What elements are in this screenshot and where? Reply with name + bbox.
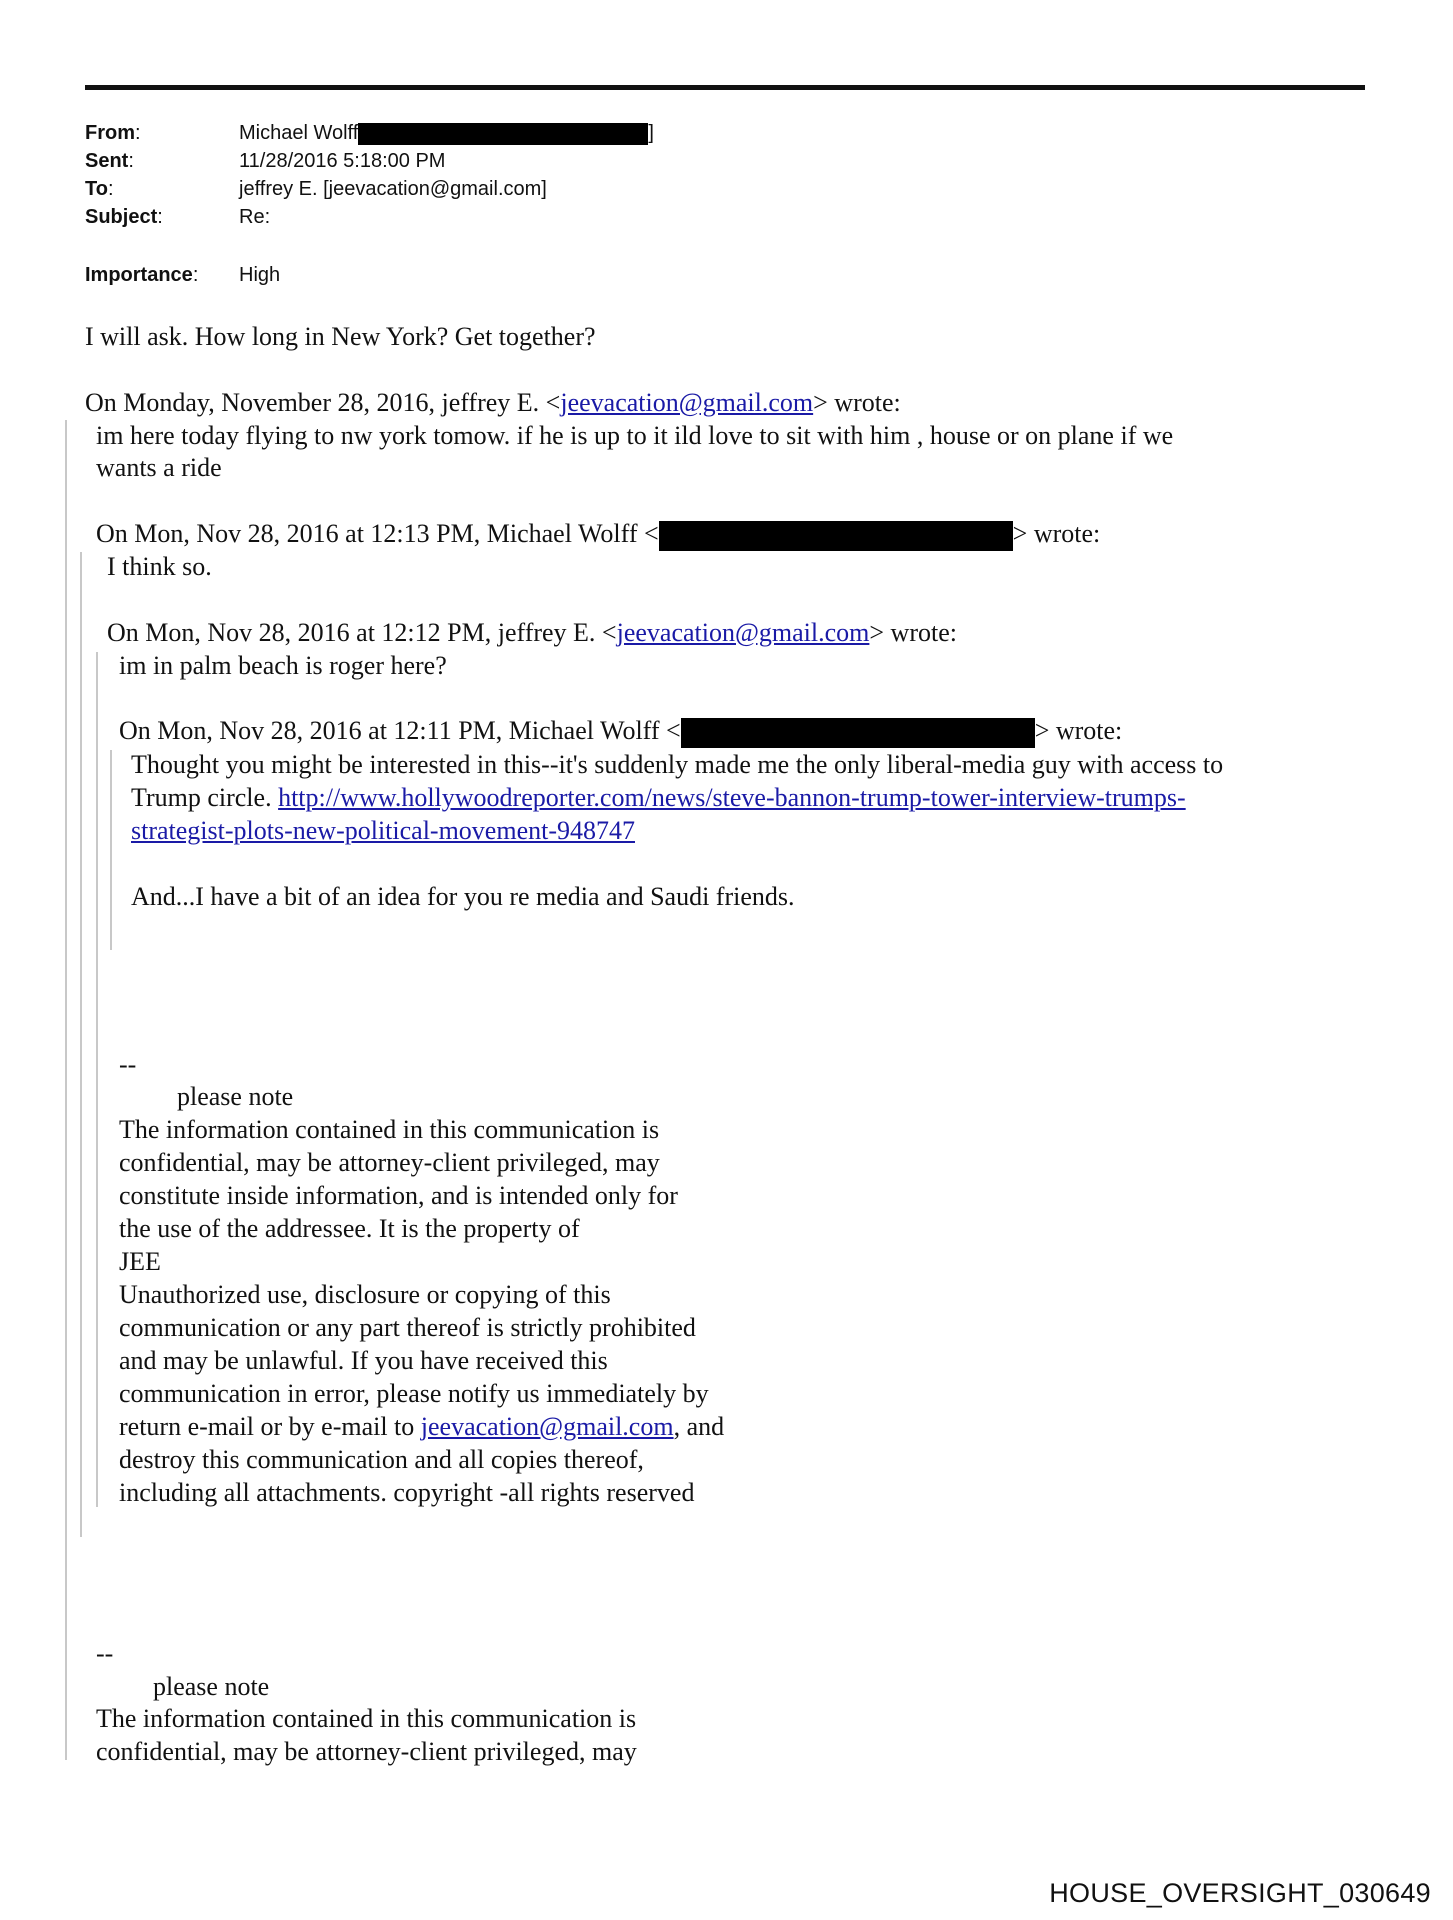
subject-value: Re: <box>239 206 271 228</box>
quote-bar-level2 <box>80 552 82 1537</box>
quote2-attribution: On Mon, Nov 28, 2016 at 12:13 PM, Michael Wolff < > wrote: <box>96 519 1100 551</box>
signature-separator: -- <box>119 1050 137 1079</box>
redaction-block <box>681 718 1035 748</box>
article-link[interactable]: strategist-plots-new-political-movement-948747 <box>131 816 635 845</box>
quote4-line: And...I have a bit of an idea for you re media and Saudi friends. <box>131 882 795 911</box>
to-label: To <box>85 178 108 200</box>
quote4-attribution: On Mon, Nov 28, 2016 at 12:11 PM, Michael Wolff < > wrote: <box>119 716 1122 748</box>
signature-separator: -- <box>96 1639 114 1668</box>
signature-note: please note <box>177 1082 294 1111</box>
reply-text: I will ask. How long in New York? Get together? <box>85 322 596 351</box>
subject-label: Subject <box>85 206 158 228</box>
quote4-line: Thought you might be interested in this--it's suddenly made me the only liberal-media guy with access to <box>131 750 1224 779</box>
importance-value: High <box>239 264 281 286</box>
email-link[interactable]: jeevacation@gmail.com <box>560 388 814 417</box>
from-value: Michael Wolff <box>239 122 359 144</box>
quote1-line: im here today flying to nw york tomow. if he is up to it ild love to sit with him , house or on plane if we <box>96 421 1174 450</box>
quote2-line: I think so. <box>107 552 212 581</box>
redaction-block <box>358 123 648 145</box>
disclaimer-line: the use of the addressee. It is the property of <box>119 1214 580 1243</box>
quote1-attribution: On Monday, November 28, 2016, jeffrey E. <jeevacation@gmail.com> wrote: <box>85 388 901 417</box>
to-value: jeffrey E. [jeevacation@gmail.com] <box>239 178 547 200</box>
importance-label: Importance <box>85 264 193 286</box>
disclaimer-line: The information contained in this communication is <box>119 1115 660 1144</box>
disclaimer-line: return e-mail or by e-mail to jeevacation@gmail.com, and <box>119 1412 725 1441</box>
disclaimer-line: and may be unlawful. If you have received this <box>119 1346 608 1375</box>
quote3-line: im in palm beach is roger here? <box>119 651 447 680</box>
email-link[interactable]: jeevacation@gmail.com <box>616 618 870 647</box>
disclaimer-line: Unauthorized use, disclosure or copying of this <box>119 1280 611 1309</box>
quote4-line: Trump circle. http://www.hollywoodreporter.com/news/steve-bannon-trump-tower-interview-trumps- <box>131 783 1186 812</box>
signature-note: please note <box>153 1672 270 1701</box>
disclaimer-line: destroy this communication and all copies thereof, <box>119 1445 644 1474</box>
disclaimer-line: communication in error, please notify us immediately by <box>119 1379 709 1408</box>
bates-number: HOUSE_OVERSIGHT_030649 <box>1049 1878 1431 1908</box>
disclaimer-line: JEE <box>119 1247 161 1276</box>
disclaimer-line: including all attachments. copyright -all rights reserved <box>119 1478 695 1507</box>
quote-bar-level3 <box>96 652 98 1507</box>
header-to-row: To: jeffrey E. [jeevacation@gmail.com] <box>85 178 547 200</box>
sent-label: Sent <box>85 150 129 172</box>
redaction-block <box>659 521 1013 551</box>
quote3-attribution: On Mon, Nov 28, 2016 at 12:12 PM, jeffrey E. <jeevacation@gmail.com> wrote: <box>107 618 957 647</box>
quote-bar-level1 <box>65 420 67 1760</box>
article-link[interactable]: http://www.hollywoodreporter.com/news/steve-bannon-trump-tower-interview-trumps- <box>278 783 1186 812</box>
disclaimer-line: The information contained in this communication is <box>96 1704 637 1733</box>
top-rule <box>85 85 1365 90</box>
header-sent-row: Sent: 11/28/2016 5:18:00 PM <box>85 150 446 172</box>
header-subject-row: Subject: Re: <box>85 206 271 228</box>
disclaimer-line: constitute inside information, and is intended only for <box>119 1181 678 1210</box>
disclaimer-line: confidential, may be attorney-client privileged, may <box>96 1737 637 1766</box>
header-from-row: From: Michael Wolff ] <box>85 122 654 144</box>
quote-bar-level4 <box>110 750 112 950</box>
header-importance-row: Importance: High <box>85 264 281 286</box>
quote4-line <box>131 816 635 846</box>
sent-value: 11/28/2016 5:18:00 PM <box>239 150 446 172</box>
disclaimer-line: confidential, may be attorney-client privileged, may <box>119 1148 660 1177</box>
email-link[interactable]: jeevacation@gmail.com <box>420 1412 674 1441</box>
disclaimer-line: communication or any part thereof is strictly prohibited <box>119 1313 696 1342</box>
from-label: From <box>85 122 135 144</box>
quote1-line: wants a ride <box>96 453 222 482</box>
